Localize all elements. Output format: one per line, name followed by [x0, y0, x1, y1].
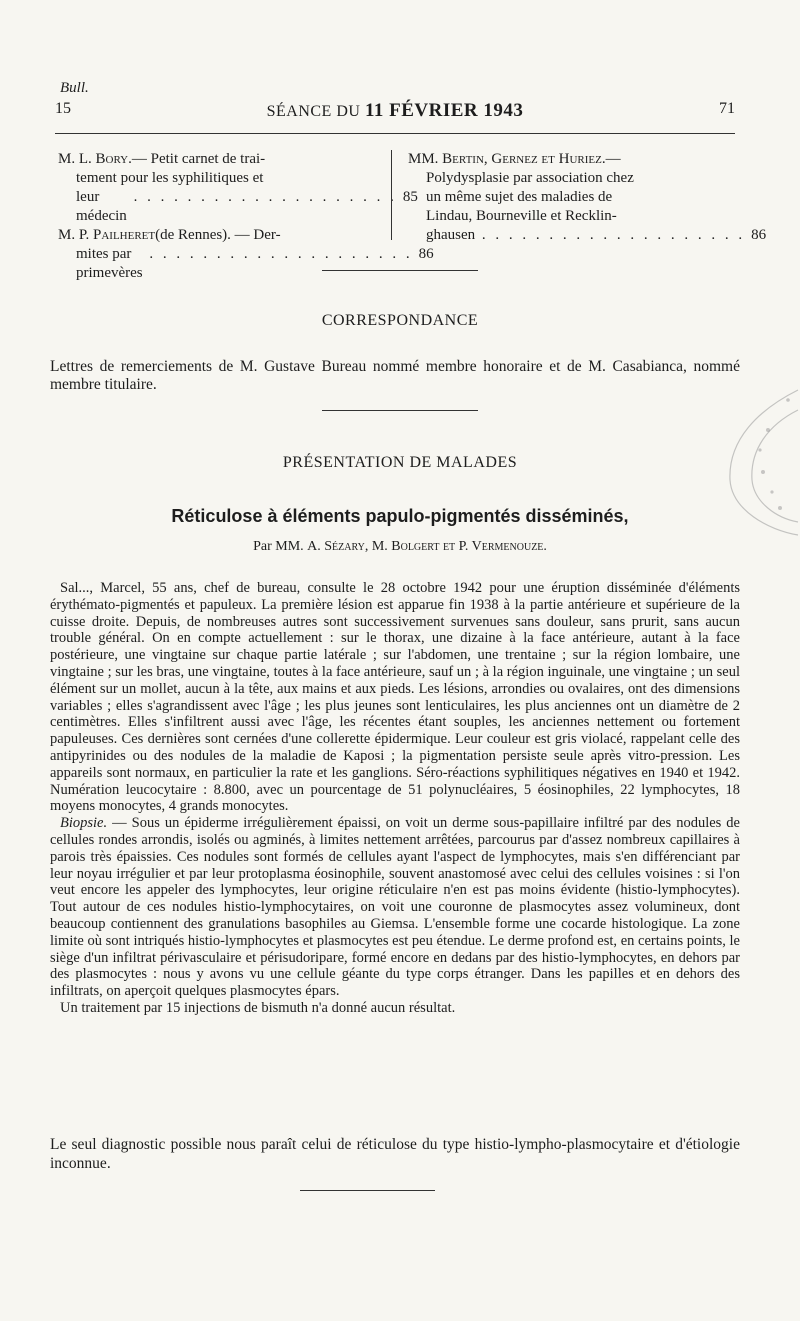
session-date: 11 FÉVRIER 1943	[364, 100, 524, 121]
end-rule	[300, 1190, 435, 1191]
biopsy-paragraph	[50, 815, 740, 1000]
volume-number: 15	[55, 100, 71, 117]
authors-prefix: Par MM.	[253, 539, 308, 554]
toc-title-line: mites par primevères	[76, 246, 143, 281]
toc-title-line: — Petit carnet de trai-	[131, 151, 266, 167]
toc-author: M. L. Bory.	[58, 151, 132, 167]
toc-title-line: —	[605, 151, 621, 167]
biopsy-text: — Sous un épiderme irrégulièrement épaissi, on voit un derme sous-papillaire infiltré par des nodules de cellules rondes arrondis, isolés ou agminés, à limites nettement arrêtées, parcourus par d'assez nombreux capillaires à parois très épaissies. Ces nodules sont formés de cellules ayant l'aspect de lymphocytes, mais s'en différenciant par leur noyau irrégulier et par leur protoplasma éosinophile, souvent anastomosé avec celui des cellules voisines : si l'on veut encore les appeler des lymphocytes, leur origine réticulaire n'en est pas moins évidente (histio-lymphocytes). Tout autour de ces nodules histio-lymphocytaires, on voit une couronne de plasmocytes assez volumineux, dont beaucoup contiennent des granulations basophiles au Giemsa. L'ensemble forme une cocarde histologique. La zone limite où sont intriqués histio-lymphocytes et plasmocytes est peu étendue. Le derme profond est, en certains points, le siège d'un infiltrat périvasculaire et périsudoripare, formé encore en dedans par des histio-lymphocytes, en dehors par des plasmocytes : nous y avons vu une cellule géante du type corps étranger. Dans les papilles et en dehors des infiltrats, on aperçoit quelques plasmocytes épars.	[50, 815, 740, 1000]
toc-leader-dots: . . . . . . . . . . . . . . . . . . . .	[475, 227, 746, 243]
page-number: 71	[719, 100, 735, 117]
presentation-heading: PRÉSENTATION DE MALADES	[282, 454, 518, 471]
toc-title-line: un même sujet des maladies de	[426, 189, 613, 205]
toc-column-divider	[391, 150, 392, 240]
session-title	[55, 100, 735, 122]
toc-right-column	[408, 150, 767, 245]
toc-page: 86	[751, 227, 767, 243]
toc-title-line: tement pour les syphilitiques et	[76, 170, 264, 186]
correspondance-heading: CORRESPONDANCE	[321, 312, 479, 329]
case-paragraph: Sal..., Marcel, 55 ans, chef de bureau, consulte le 28 octobre 1942 pour une éruption disséminée d'éléments érythémato-pigmentés et papuleux. La première lésion est apparue fin 1938 à la partie antérieure et supérieure de la cuisse droite. Depuis, de nombreuses autres sont successivement survenues sans douleur, sans prurit, sans aucun trouble général. On en compte actuellement : sur le thorax, une dizaine à la face antérieure, autant à la face postérieure, une vingtaine sur chaque partie latérale ; sur l'abdomen, une trentaine ; sur la région lombaire, une vingtaine ; sur les bras, une vingtaine, toutes à la face antérieure, sauf un ; à la région inguinale, une vingtaine ; un seul élément sur un mollet, aucun à la tête, aux mains et aux pieds. Les lésions, arrondies ou ovalaires, ont des dimensions variables ; elles s'agrandissent avec l'âge ; les plus jeunes sont lenticulaires, les plus anciennes ont un diamètre de 2 centimètres. Elles s'infiltrent aussi avec l'âge, les récentes étant souples, les anciennes nettement ou fortement papuleuses. Ces dernières sont cernées d'une collerette épidermique. Leur couleur est gris violacé, rappelant celle des antipyrinides ou des nodules de la maladie de Kaposi ; la pigmentation persiste seule après vitro-pression. Les appareils sont normaux, en particulier la rate et les ganglions. Séro-réactions syphilitiques négatives en 1940 et 1942. Numération leucocytaire : 8.800, avec un pourcentage de 51 polynucléaires, 5 éosinophiles, 22 lymphocytes, 18 moyens monocytes, 4 grands monocytes.	[50, 580, 740, 815]
toc-leader-dots: . . . . . . . . . . . . . . . . . . . .	[142, 246, 413, 262]
article-title: Réticulose à éléments papulo-pigmentés disséminés,	[171, 506, 629, 526]
library-stamp-graphic	[668, 380, 800, 540]
toc-page: 86	[418, 246, 434, 262]
authors-names: A. Sézary, M. Bolgert et P. Vermenouze.	[307, 539, 547, 554]
toc-page: 85	[402, 189, 418, 205]
toc-title-line: ghausen	[426, 227, 476, 243]
toc-entry	[408, 150, 767, 245]
toc-title-line: leur médecin	[76, 189, 127, 224]
correspondance-text: Lettres de remerciements de M. Gustave Bureau nommé membre honoraire et de M. Casabianca, nommé membre titulaire.	[50, 358, 740, 393]
article-body	[50, 580, 740, 1017]
section-rule	[322, 270, 478, 271]
header-rule	[55, 133, 735, 134]
session-prefix: SÉANCE DU	[266, 103, 365, 120]
journal-abbrev: Bull.	[60, 80, 89, 96]
toc-entry	[58, 226, 434, 283]
treatment-paragraph: Un traitement par 15 injections de bismuth n'a donné aucun résultat.	[60, 999, 456, 1016]
toc-left-column	[58, 150, 434, 283]
toc-title-line: Polydysplasie par association chez	[426, 170, 634, 186]
toc-leader-dots: . . . . . . . . . . . . . . . . . . . .	[126, 189, 397, 205]
section-rule	[322, 410, 478, 411]
conclusion-paragraph: Le seul diagnostic possible nous paraît celui de réticulose du type histio-lympho-plasmocytaire et d'étiologie inconnue.	[50, 1136, 740, 1172]
toc-entry	[58, 150, 418, 226]
article-authors	[0, 539, 800, 555]
toc-title-line: (de Rennes). — Der-	[155, 227, 281, 243]
toc-author: MM. Bertin, Gernez et Huriez.	[408, 151, 606, 167]
toc-author: M. P. Pailheret	[58, 227, 156, 243]
toc-title-line: Lindau, Bourneville et Recklin-	[426, 208, 617, 224]
running-header	[55, 100, 735, 122]
biopsy-label: Biopsie.	[60, 815, 108, 832]
